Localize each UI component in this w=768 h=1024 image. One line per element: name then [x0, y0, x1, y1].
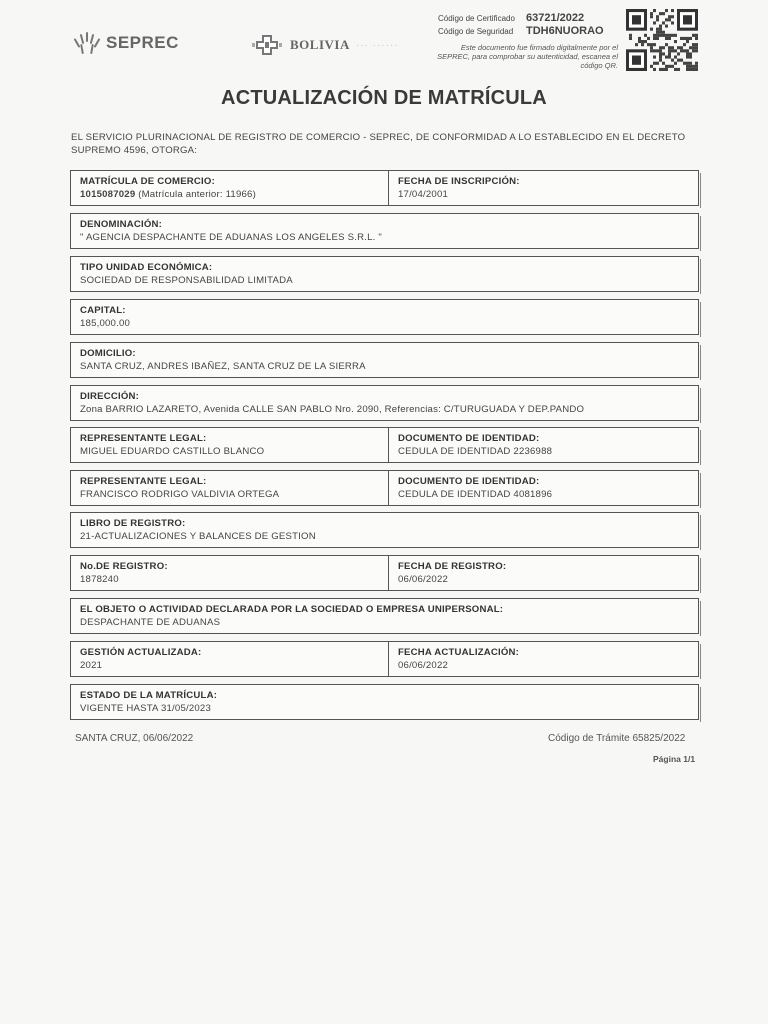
field-documento-2 [388, 471, 698, 505]
fecha-inscripcion-label: FECHA DE INSCRIPCIÓN: [398, 176, 520, 187]
field-fecha-actualizacion [388, 642, 698, 676]
field-domicilio [71, 343, 698, 377]
row-matricula [70, 170, 699, 206]
fecha-actualizacion-value: 06/06/2022 [398, 660, 449, 671]
documento-1-value: CEDULA DE IDENTIDAD 2236988 [398, 446, 553, 457]
field-gestion [71, 642, 388, 676]
row-gestion [70, 641, 699, 677]
tramite-code: Código de Trámite 65825/2022 [548, 733, 686, 744]
capital-label: CAPITAL: [80, 305, 126, 316]
field-no-registro [71, 556, 388, 590]
row-libro [70, 512, 699, 548]
documento-1-label: DOCUMENTO DE IDENTIDAD: [398, 433, 540, 444]
qr-code-icon[interactable] [626, 9, 698, 71]
field-representante-1 [71, 428, 388, 462]
bolivia-logo [250, 33, 399, 57]
field-representante-2 [71, 471, 388, 505]
estado-label: ESTADO DE LA MATRÍCULA: [80, 690, 218, 701]
matricula-number: 1015087029 [80, 189, 136, 200]
fecha-registro-label: FECHA DE REGISTRO: [398, 561, 507, 572]
security-code-row [438, 25, 620, 38]
denominacion-label: DENOMINACIÓN: [80, 219, 163, 230]
denominacion-value: " AGENCIA DESPACHANTE DE ADUANAS LOS ANGELES S.R.L. " [80, 232, 382, 243]
documento-2-value: CEDULA DE IDENTIDAD 4081896 [398, 489, 553, 500]
direccion-label: DIRECCIÓN: [80, 391, 140, 402]
estado-value: VIGENTE HASTA 31/05/2023 [80, 703, 212, 714]
matricula-value [80, 188, 388, 201]
row-estado [70, 684, 699, 720]
documento-2-label: DOCUMENTO DE IDENTIDAD: [398, 476, 540, 487]
security-code-value: TDH6NUORAO [526, 25, 604, 37]
page-number: Página 1/1 [653, 754, 696, 764]
libro-label: LIBRO DE REGISTRO: [80, 518, 186, 529]
field-tipo-unidad [71, 257, 698, 291]
document-header [0, 0, 768, 80]
gestion-label: GESTIÓN ACTUALIZADA: [80, 647, 202, 658]
no-registro-label: No.DE REGISTRO: [80, 561, 168, 572]
field-documento-1 [388, 428, 698, 462]
row-tipo-unidad [70, 256, 699, 292]
row-representante-1 [70, 427, 699, 463]
gestion-value: 2021 [80, 660, 103, 671]
matricula-label: MATRÍCULA DE COMERCIO: [80, 176, 215, 187]
certificate-code-label: Código de Certificado [438, 14, 515, 23]
representante-1-label: REPRESENTANTE LEGAL: [80, 433, 207, 444]
document-title: ACTUALIZACIÓN DE MATRÍCULA [221, 87, 547, 109]
representante-2-label: REPRESENTANTE LEGAL: [80, 476, 207, 487]
fecha-inscripcion-value: 17/04/2001 [398, 189, 449, 200]
field-fecha-inscripcion [388, 171, 698, 205]
security-code-label: Código de Seguridad [438, 27, 514, 36]
row-direccion [70, 385, 699, 421]
seprec-emblem-icon [72, 30, 100, 56]
row-objeto [70, 598, 699, 634]
seprec-logo-text: SEPREC [106, 33, 179, 52]
field-libro [71, 513, 698, 547]
field-fecha-registro [388, 556, 698, 590]
field-direccion [71, 386, 698, 420]
row-capital [70, 299, 699, 335]
field-denominacion [71, 214, 698, 248]
row-domicilio [70, 342, 699, 378]
place-date: SANTA CRUZ, 06/06/2022 [75, 733, 194, 744]
row-denominacion [70, 213, 699, 249]
domicilio-label: DOMICILIO: [80, 348, 136, 359]
document-intro: EL SERVICIO PLURINACIONAL DE REGISTRO DE COMERCIO - SEPREC, DE CONFORMIDAD A LO ESTABLECIDO EN EL DECRETO SUPREMO 4596, OTORGA: [71, 132, 686, 156]
bolivia-logo-subtext: ··· ······ [355, 39, 399, 51]
certificate-code-value: 63721/2022 [526, 12, 585, 24]
certificate-code-row [438, 12, 620, 25]
objeto-label: EL OBJETO O ACTIVIDAD DECLARADA POR LA SOCIEDAD O EMPRESA UNIPERSONAL: [80, 604, 504, 615]
digital-signature-note: Este documento fue firmado digitalmente por el SEPREC, para comprobar su autenticidad, escanea el código QR. [437, 43, 618, 70]
representante-1-value: MIGUEL EDUARDO CASTILLO BLANCO [80, 446, 265, 457]
direccion-value: Zona BARRIO LAZARETO, Avenida CALLE SAN PABLO Nro. 2090, Referencias: C/TURUGUADA Y DEP.PANDO [80, 404, 585, 415]
field-estado [71, 685, 698, 719]
certificate-info [438, 12, 620, 38]
field-objeto [71, 599, 698, 633]
field-capital [71, 300, 698, 334]
tipo-unidad-value: SOCIEDAD DE RESPONSABILIDAD LIMITADA [80, 275, 293, 286]
fecha-actualizacion-label: FECHA ACTUALIZACIÓN: [398, 647, 520, 658]
field-matricula [71, 171, 388, 205]
seprec-logo [72, 30, 179, 56]
bolivia-logo-text: BOLIVIA [290, 37, 350, 52]
capital-value: 185,000.00 [80, 318, 131, 329]
tipo-unidad-label: TIPO UNIDAD ECONÓMICA: [80, 262, 213, 273]
fecha-registro-value: 06/06/2022 [398, 574, 449, 585]
bolivia-emblem-icon [250, 33, 284, 57]
objeto-value: DESPACHANTE DE ADUANAS [80, 617, 221, 628]
libro-value: 21-ACTUALIZACIONES Y BALANCES DE GESTION [80, 531, 316, 542]
row-registro [70, 555, 699, 591]
matricula-previous: (Matrícula anterior: 11966) [135, 189, 256, 200]
no-registro-value: 1878240 [80, 574, 119, 585]
representante-2-value: FRANCISCO RODRIGO VALDIVIA ORTEGA [80, 489, 280, 500]
row-representante-2 [70, 470, 699, 506]
domicilio-value: SANTA CRUZ, ANDRES IBAÑEZ, SANTA CRUZ DE LA SIERRA [80, 361, 366, 372]
